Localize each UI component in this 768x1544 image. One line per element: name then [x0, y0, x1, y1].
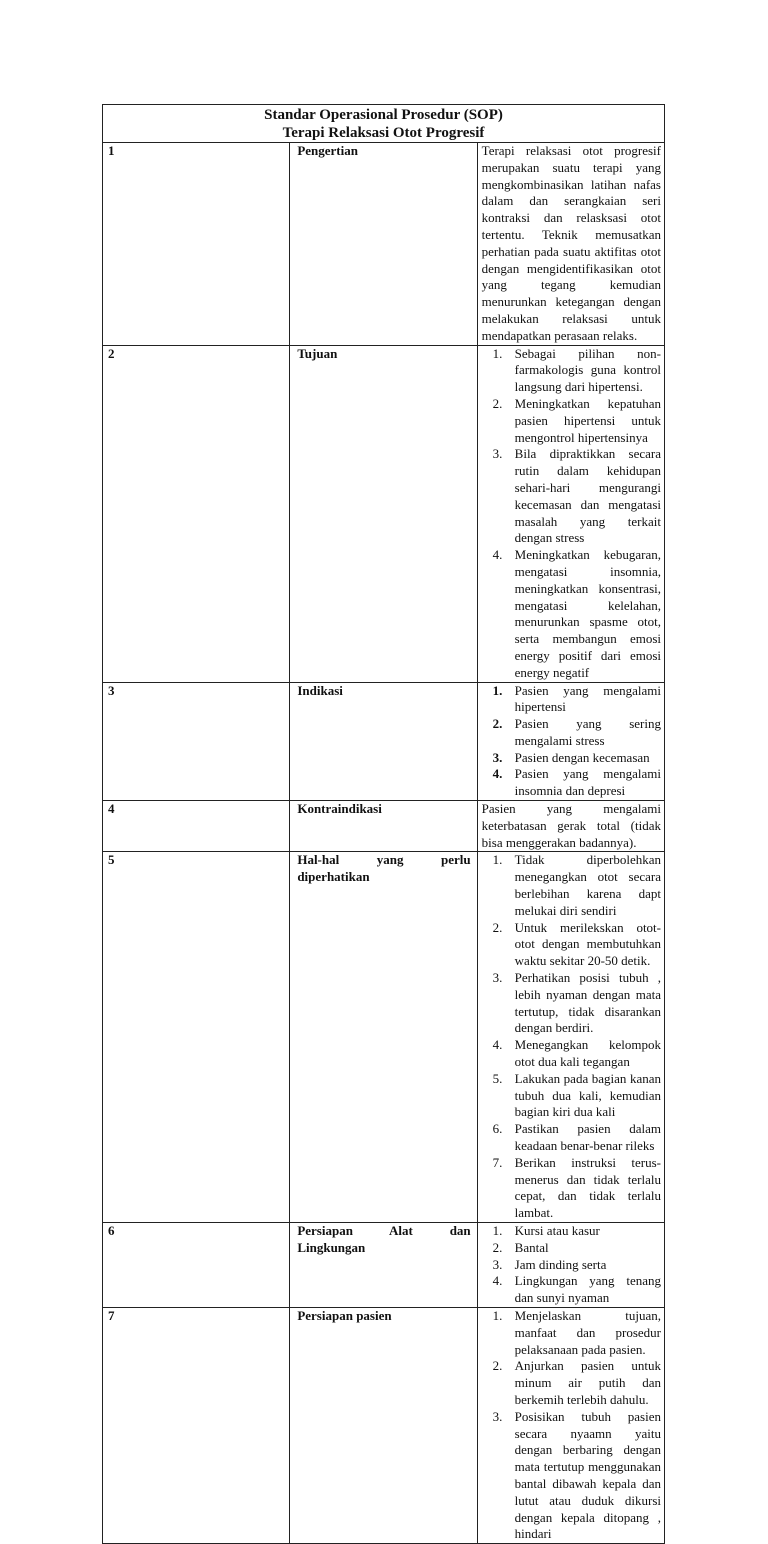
table-row: [103, 345, 665, 682]
list-item: 3. Posisikan tubuh pasien secara nyaamn yaitu dengan berbaring dengan mata tertutup menggunakan bantal dibawah kepala dan lutut atau duduk dikursi dengan kepala ditopang , hindari: [492, 1408, 661, 1542]
row-number: 1: [103, 143, 290, 346]
sop-table: [102, 104, 665, 1544]
list-item: 5. Lakukan pada bagian kanan tubuh dua kali, kemudian bagian kiri dua kali: [492, 1070, 661, 1120]
table-row: [103, 1307, 665, 1543]
row-content: Terapi relaksasi otot progresif merupakan suatu terapi yang mengkombinasikan latihan nafas dalam dan serangkaian seri kontraksi dan relasksasi otot tertentu. Teknik memusatkan perhatian pada suatu aktifitas otot dengan mengidentifikasikan otot yang tegang kemudian menurunkan ketegangan dengan melakukan relaksasi untuk mendapatkan perasaan relaks.: [477, 143, 664, 346]
list-item: 6. Pastikan pasien dalam keadaan benar-benar rileks: [492, 1121, 661, 1154]
list-item: 1. Menjelaskan tujuan, manfaat dan prosedur pelaksanaan pada pasien.: [492, 1307, 661, 1357]
row-content: [477, 1223, 664, 1308]
row-label: Indikasi: [290, 682, 477, 801]
row-number: 5: [103, 852, 290, 1223]
list-item: 2. Anjurkan pasien untuk minum air putih dan berkemih terlebih dahulu.: [492, 1358, 661, 1407]
list-item: 2. Pasien yang sering mengalami stress: [492, 716, 661, 748]
list-item: 1. Sebagai pilihan non-farmakologis guna kontrol langsung dari hipertensi.: [492, 345, 661, 395]
list-item: 2. Untuk merilekskan otot-otot dengan membutuhkan waktu sekitar 20-50 detik.: [492, 919, 661, 969]
sop-title: [103, 105, 665, 143]
row-number: 4: [103, 801, 290, 852]
list-item: 3. Perhatikan posisi tubuh , lebih nyaman dengan mata tertutup, tidak disarankan dengan berdiri.: [492, 970, 661, 1036]
title-row: [103, 105, 665, 143]
row-content: [477, 852, 664, 1223]
numbered-list: [482, 1308, 661, 1543]
row-content: [477, 345, 664, 682]
row-number: 7: [103, 1307, 290, 1543]
table-row: [103, 801, 665, 852]
numbered-list: [482, 346, 661, 682]
list-item: 2. Meningkatkan kepatuhan pasien hipertensi untuk mengontrol hipertensinya: [492, 395, 661, 445]
list-item: 2. Bantal: [492, 1239, 549, 1255]
row-label: Kontraindikasi: [290, 801, 477, 852]
sop-document: [102, 104, 665, 1544]
title-line-2: Terapi Relaksasi Otot Progresif: [282, 125, 485, 141]
row-number: 2: [103, 345, 290, 682]
row-content: Pasien yang mengalami keterbatasan gerak total (tidak bisa menggerakan badannya).: [477, 801, 664, 852]
row-content: [477, 1307, 664, 1543]
title-line-1: Standar Operasional Prosedur (SOP): [264, 107, 503, 123]
table-row: [103, 852, 665, 1223]
numbered-list: [482, 683, 661, 801]
list-item: 4. Pasien yang mengalami insomnia dan depresi: [492, 766, 661, 799]
numbered-list: [482, 1223, 661, 1307]
list-item: 4. Menegangkan kelompok otot dua kali tegangan: [492, 1037, 661, 1070]
table-row: [103, 682, 665, 801]
list-item: 3. Jam dinding serta: [492, 1256, 607, 1272]
row-label: Persiapan pasien: [290, 1307, 477, 1543]
row-label: Pengertian: [290, 143, 477, 346]
list-item: 4. Meningkatkan kebugaran, mengatasi insomnia, meningkatkan konsentrasi, mengatasi kelelahan, menurunkan spasme otot, serta membangun emosi energy positif dari emosi energy negatif: [492, 547, 661, 680]
table-row: [103, 1223, 665, 1308]
row-label: Hal-hal yang perlu diperhatikan: [290, 852, 477, 1223]
list-item: 4. Lingkungan yang tenang dan sunyi nyaman: [492, 1273, 661, 1306]
list-item: 7. Berikan instruksi terus-menerus dan tidak terlalu cepat, dan tidak terlalu lambat.: [492, 1154, 661, 1221]
row-number: 3: [103, 682, 290, 801]
list-item: 1. Kursi atau kasur: [492, 1223, 600, 1238]
list-item: 3. Pasien dengan kecemasan: [492, 749, 650, 765]
list-item: 3. Bila dipraktikkan secara rutin dalam kehidupan sehari-hari mengurangi kecemasan dan mengatasi masalah yang terkait dengan stress: [492, 446, 661, 546]
row-content: [477, 682, 664, 801]
row-label: Persiapan Alat dan Lingkungan: [290, 1223, 477, 1308]
row-number: 6: [103, 1223, 290, 1308]
row-label: Tujuan: [290, 345, 477, 682]
table-row: [103, 143, 665, 346]
list-item: 1. Pasien yang mengalami hipertensi: [492, 682, 661, 715]
numbered-list: [482, 852, 661, 1222]
list-item: 1. Tidak diperbolehkan menegangkan otot secara berlebihan karena dapt melukai diri sendiri: [492, 852, 661, 918]
